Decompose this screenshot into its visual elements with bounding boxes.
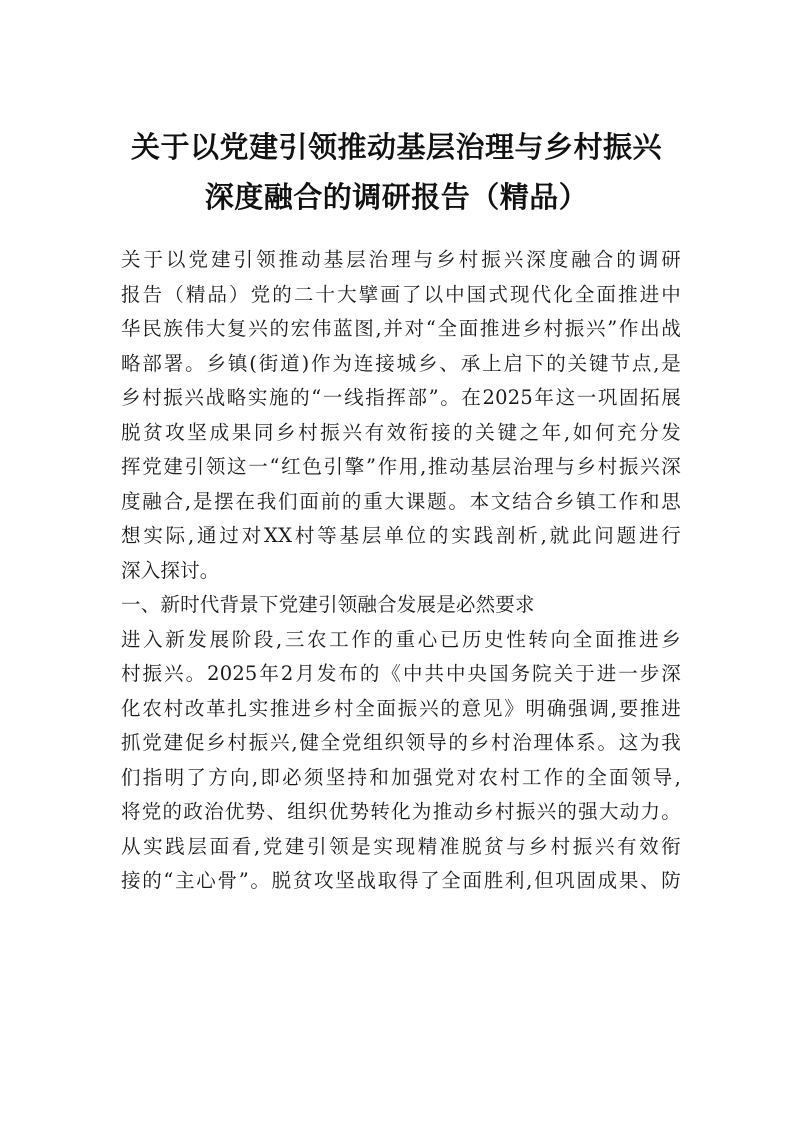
body-line: 进入新发展阶段,三农工作的重心已历史性转向全面推进乡	[121, 627, 681, 651]
body-line: 度融合,是摆在我们面前的重大课题。本文结合乡镇工作和思	[121, 489, 681, 513]
body-line: 接的“主心骨”。脱贫攻坚战取得了全面胜利,但巩固成果、防	[121, 869, 681, 892]
document-body	[121, 243, 681, 899]
body-line: 华民族伟大复兴的宏伟蓝图,并对“全面推进乡村振兴”作出战	[121, 317, 681, 340]
body-line: 想实际,通过对XX村等基层单位的实践剖析,就此问题进行	[121, 524, 681, 547]
title-line-2: 深度融合的调研报告（精品）	[204, 180, 589, 214]
body-line: 们指明了方向,即必须坚持和加强党对农村工作的全面领导,	[121, 765, 681, 789]
body-line: 深入探讨。	[121, 558, 220, 582]
body-line: 将党的政治优势、组织优势转化为推动乡村振兴的强大动力。	[121, 800, 681, 823]
body-line: 脱贫攻坚成果同乡村振兴有效衔接的关键之年,如何充分发	[121, 420, 681, 444]
document-title	[0, 122, 793, 222]
body-line: 报告（精品）党的二十大擘画了以中国式现代化全面推进中	[121, 282, 681, 306]
body-line: 乡村振兴战略实施的“一线指挥部”。在2025年这一巩固拓展	[121, 386, 681, 409]
section-heading: 一、新时代背景下党建引领融合发展是必然要求	[121, 593, 535, 616]
title-line-1: 关于以党建引领推动基层治理与乡村振兴	[130, 130, 662, 164]
body-line: 村振兴。2025年2月发布的《中共中央国务院关于进一步深	[121, 662, 681, 685]
body-line: 略部署。乡镇(街道)作为连接城乡、承上启下的关键节点,是	[121, 351, 681, 375]
body-line: 从实践层面看,党建引领是实现精准脱贫与乡村振兴有效衔	[121, 834, 681, 858]
body-line: 抓党建促乡村振兴,健全党组织领导的乡村治理体系。这为我	[121, 731, 681, 754]
body-line: 关于以党建引领推动基层治理与乡村振兴深度融合的调研	[121, 248, 681, 271]
body-line: 化农村改革扎实推进乡村全面振兴的意见》明确强调,要推进	[121, 696, 681, 720]
body-line: 挥党建引领这一“红色引擎”作用,推动基层治理与乡村振兴深	[121, 455, 681, 478]
